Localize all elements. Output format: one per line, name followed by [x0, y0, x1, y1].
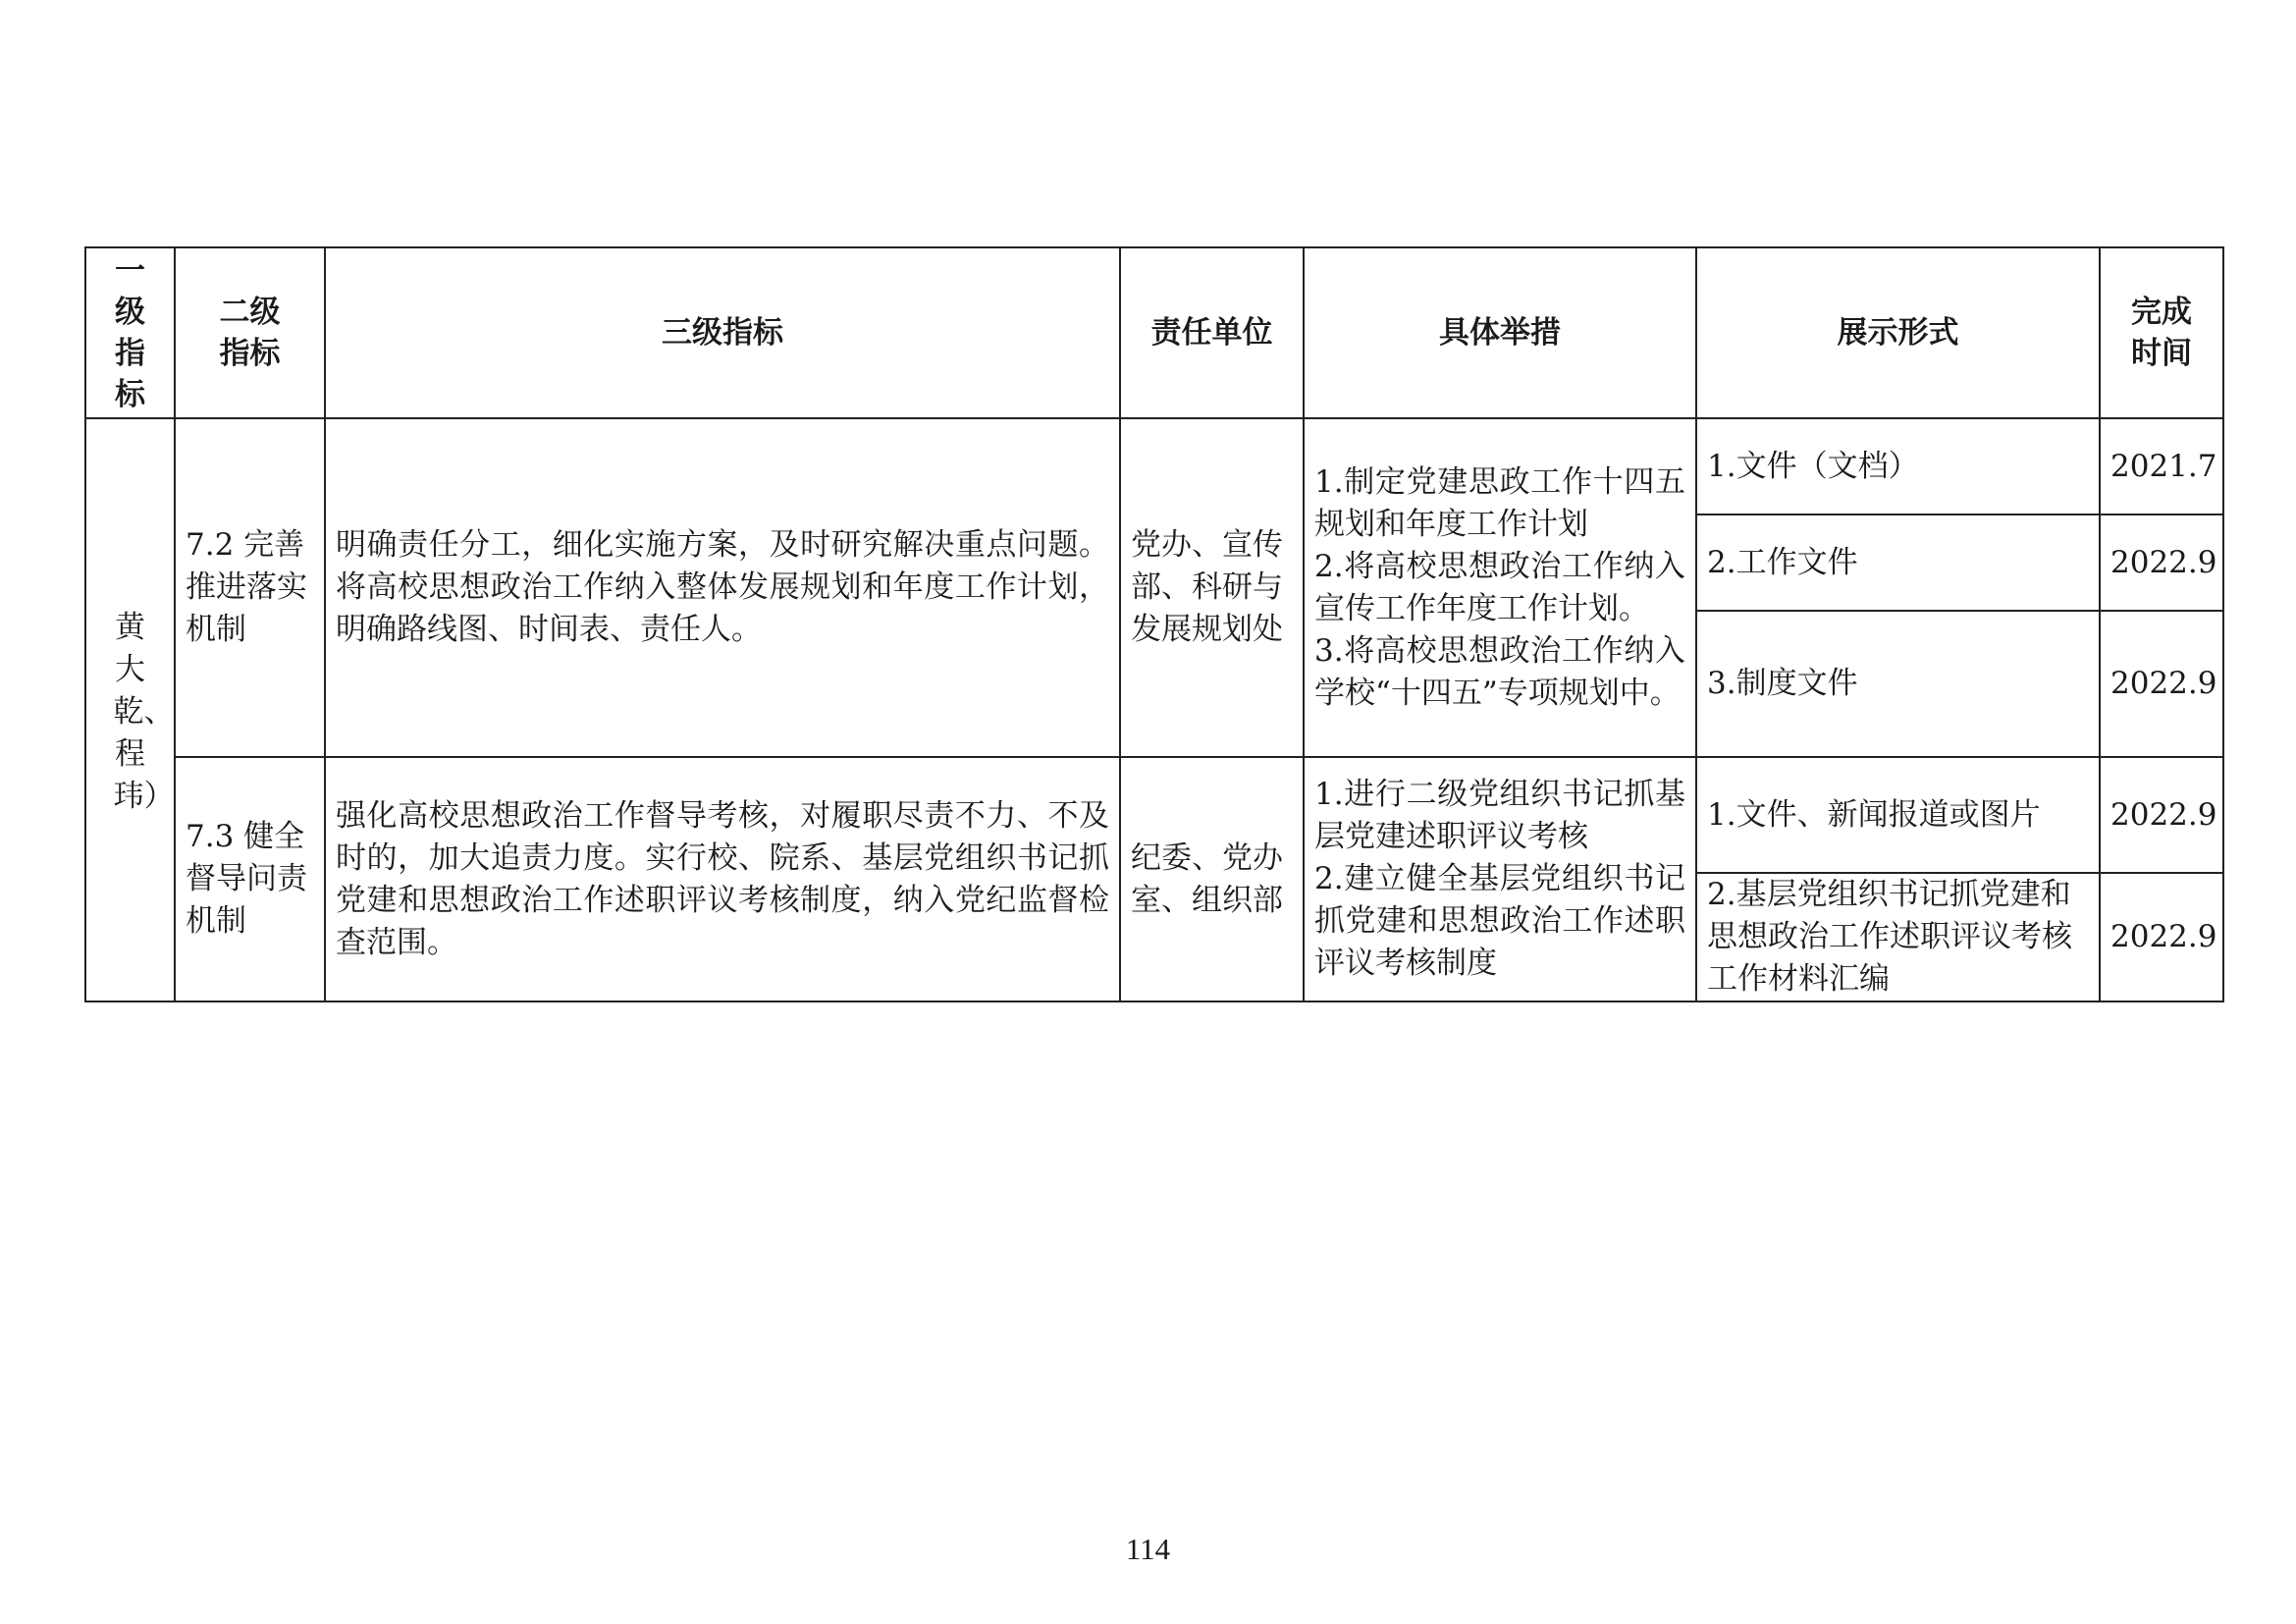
level2-cell: 7.2 完善推进落实机制 — [175, 418, 325, 757]
measure-item: 2.将高校思想政治工作纳入宣传工作年度工作计划。 — [1314, 548, 1685, 626]
display-cell: 3.制度文件 — [1696, 611, 2100, 757]
header-level2: 二级指标 — [175, 247, 325, 418]
time-cell: 2022.9 — [2100, 873, 2223, 1001]
time-cell: 2022.9 — [2100, 757, 2223, 873]
table-row — [85, 757, 2223, 873]
display-cell: 2.工作文件 — [1696, 514, 2100, 611]
level2-cell: 7.3 健全督导问责机制 — [175, 757, 325, 1001]
header-unit: 责任单位 — [1120, 247, 1304, 418]
table-row — [85, 418, 2223, 514]
header-level1: 一级指标 — [85, 247, 175, 418]
unit-cell: 党办、宣传部、科研与发展规划处 — [1120, 418, 1304, 757]
level1-cell: 黄大乾、程玮） — [85, 418, 175, 1001]
time-cell: 2021.7 — [2100, 418, 2223, 514]
header-measures: 具体举措 — [1304, 247, 1696, 418]
time-cell: 2022.9 — [2100, 514, 2223, 611]
measures-cell — [1304, 418, 1696, 757]
display-cell: 1.文件、新闻报道或图片 — [1696, 757, 2100, 873]
measure-item: 3.将高校思想政治工作纳入学校“十四五”专项规划中。 — [1314, 632, 1685, 711]
header-row — [85, 247, 2223, 418]
level3-cell: 强化高校思想政治工作督导考核，对履职尽责不力、不及时的，加大追责力度。实行校、院系、基层党组织书记抓党建和思想政治工作述职评议考核制度，纳入党纪监督检查范围。 — [325, 757, 1120, 1001]
page-number: 114 — [1125, 1532, 1171, 1566]
header-display: 展示形式 — [1696, 247, 2100, 418]
level3-cell: 明确责任分工，细化实施方案，及时研究解决重点问题。将高校思想政治工作纳入整体发展规划和年度工作计划，明确路线图、时间表、责任人。 — [325, 418, 1120, 757]
time-cell: 2022.9 — [2100, 611, 2223, 757]
measure-item: 1.制定党建思政工作十四五规划和年度工作计划 — [1314, 463, 1685, 542]
header-level3: 三级指标 — [325, 247, 1120, 418]
header-time: 完成时间 — [2100, 247, 2223, 418]
display-cell: 1.文件（文档） — [1696, 418, 2100, 514]
display-cell: 2.基层党组织书记抓党建和思想政治工作述职评议考核工作材料汇编 — [1696, 873, 2100, 1001]
measure-item: 1.进行二级党组织书记抓基层党建述职评议考核 — [1314, 777, 1685, 854]
measure-item: 2.建立健全基层党组织书记抓党建和思想政治工作述职评议考核制度 — [1314, 861, 1685, 981]
measures-cell — [1304, 757, 1696, 1001]
plan-table — [84, 246, 2224, 1002]
unit-cell: 纪委、党办室、组织部 — [1120, 757, 1304, 1001]
